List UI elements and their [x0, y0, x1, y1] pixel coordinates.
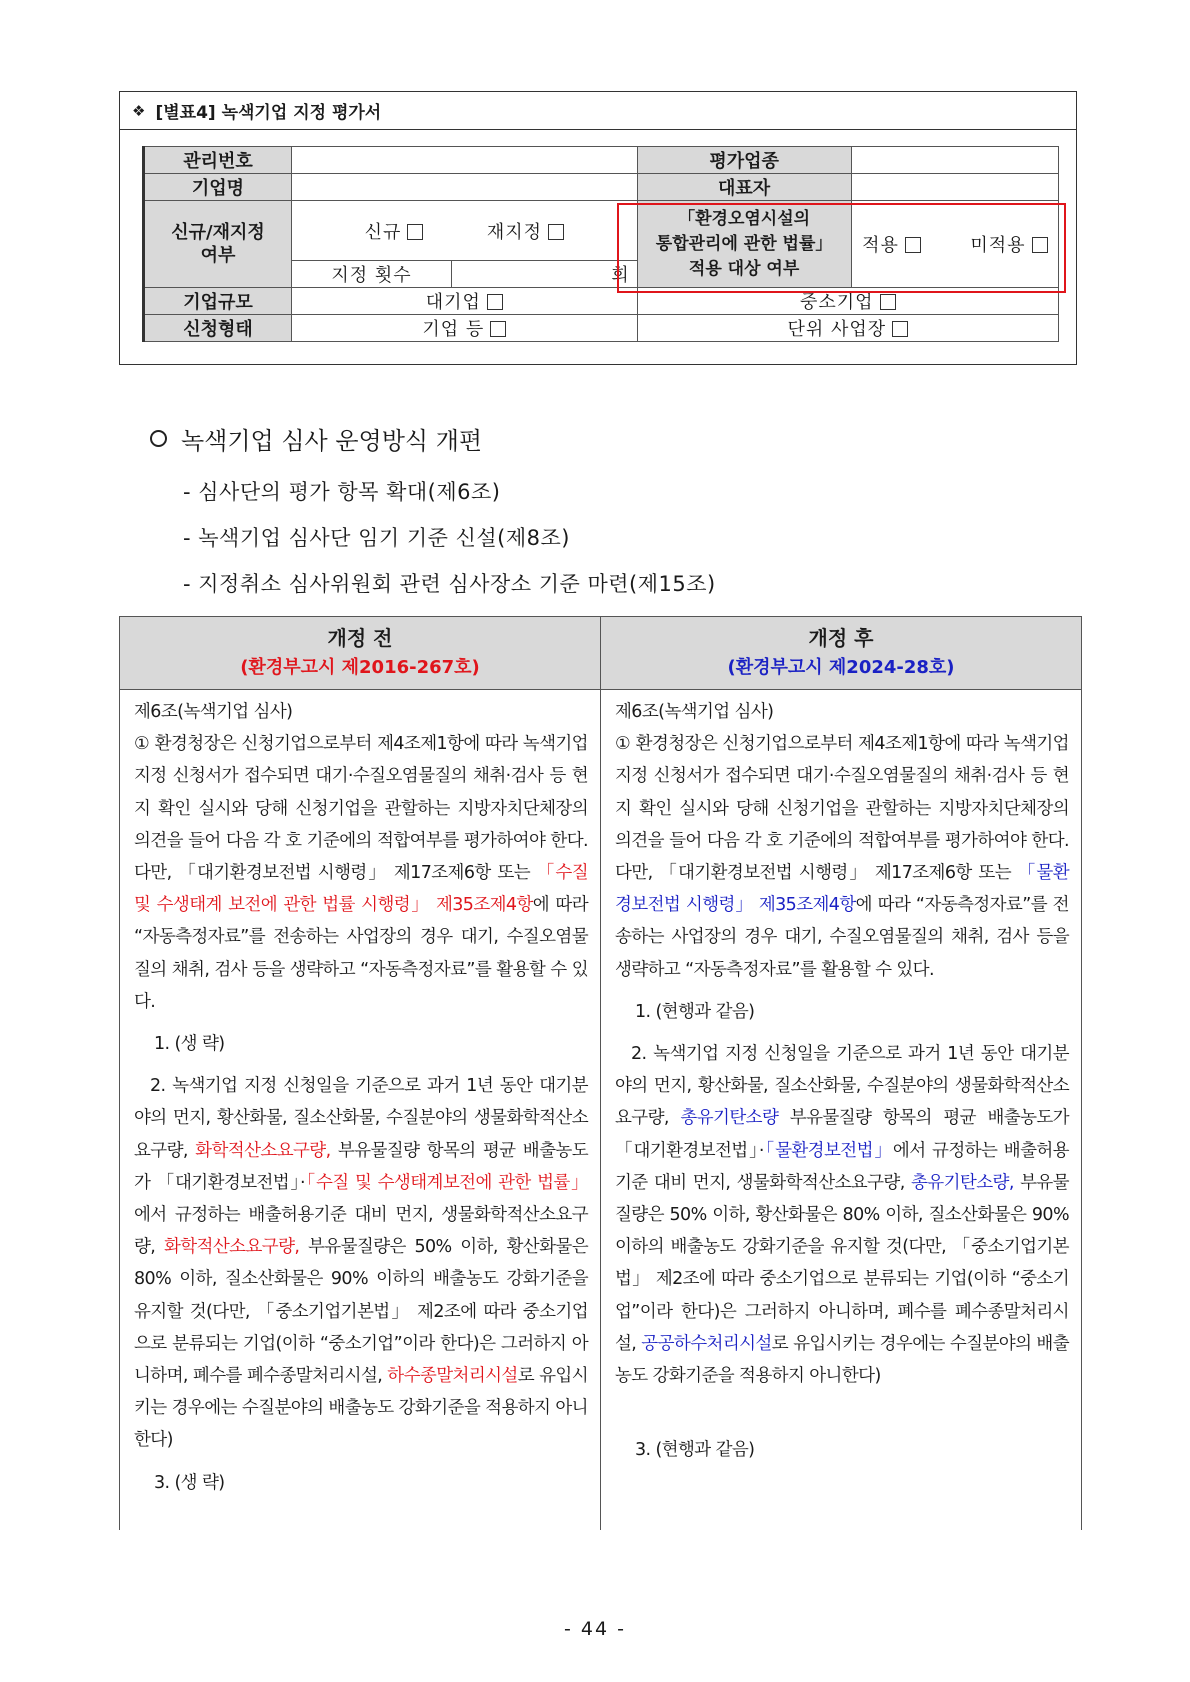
before-notice-no: (환경부고시 제2016-267호) — [240, 657, 480, 678]
count-unit: 회 — [452, 261, 638, 288]
unit-site-checkbox[interactable] — [892, 321, 908, 337]
company-etc-checkbox[interactable] — [490, 321, 506, 337]
after-notice-no: (환경부고시 제2024-28호) — [727, 657, 955, 678]
before-item-2: 2. 녹색기업 지정 신청일을 기준으로 과거 1년 동안 대기분야의 먼지, 황산화물, 질소산화물, 수질분야의 생물화학적산소요구량, 화학적산소요구량, 부유물질량 항목의 평균 배출농도가 「대기환경보전법」·「수질 및 수생태계보전에 관한 법률」에서 규정하는 배출허용기준 대비 먼지, 생물화학적산소요구량, 화학적산소요구량, 부유물질량은 50% 이하, 황산화물은 80% 이하, 질소산화물은 90% 이하의 배출농도 강화기준을 유지할 것(다만, 「중소기업기본법」 제2조에 따라 중소기업으로 분류되는 기업(이하 “중소기업”이라 한다)은 그러하지 아니하며, 폐수를 폐수종말처리시설, 하수종말처리시설로 유입시키는 경우에는 수질분야의 배출농도 강화기준을 적용하지 아니한다) — [134, 1076, 589, 1451]
sme-label: 중소기업 — [800, 292, 874, 313]
after-column — [601, 690, 1082, 1531]
after-item-3: 3. (현행과 같음) — [635, 1440, 755, 1461]
company-label: 기업명 — [144, 174, 292, 201]
after-head-text: 개정 후 — [808, 626, 874, 650]
form-type-label: 신청형태 — [144, 315, 292, 342]
circle-bullet-icon — [150, 430, 167, 447]
law-applicability-label: 「환경오염시설의 통합관리에 관한 법률」 적용 대상 여부 — [637, 201, 851, 288]
company-value — [292, 174, 638, 201]
company-etc-option — [292, 315, 638, 342]
new-option-label: 신규 — [364, 221, 402, 243]
before-header — [120, 617, 601, 690]
section-heading — [150, 421, 482, 456]
after-article-title: 제6조(녹색기업 심사) — [615, 702, 774, 722]
after-para-1: ① 환경청장은 신청기업으로부터 제4조제1항에 따라 녹색기업 지정 신청서가 접수되면 대기·수질오염물질의 채취·검사 등 현지 확인 실시와 당해 신청기업을 관할하는 지방자치단체장의 의견을 들어 다음 각 호 기준에의 적합여부를 평가하여야 한다. 다만, 「대기환경보전법 시행령」 제17조제6항 또는 「물환경보전법 시행령」 제35조제4항에 따라 “자동측정자료”를 전송하는 사업장의 경우 대기, 수질오염물질의 채취, 검사 등을 생략하고 “자동측정자료”를 활용할 수 있다. — [615, 734, 1070, 980]
not-apply-option-label: 미적용 — [970, 235, 1026, 256]
scale-label: 기업규모 — [144, 288, 292, 315]
before-item-1: 1. (생 략) — [154, 1034, 225, 1055]
diamond-bullet-icon: ❖ — [132, 101, 146, 120]
unit-site-option — [637, 315, 1058, 342]
after-header — [601, 617, 1082, 690]
annex-title: [별표4] 녹색기업 지정 평가서 — [155, 103, 382, 123]
sme-checkbox[interactable] — [880, 294, 896, 310]
mgmt-no-value — [292, 147, 638, 174]
eval-sector-label: 평가업종 — [637, 147, 851, 174]
page-number: - 44 - — [564, 1618, 626, 1640]
before-item-3: 3. (생 략) — [154, 1472, 225, 1493]
ceo-label: 대표자 — [637, 174, 851, 201]
re-option-label: 재지정 — [486, 221, 542, 243]
mgmt-no-label: 관리번호 — [144, 147, 292, 174]
eval-sector-value — [851, 147, 1058, 174]
comparison-table — [119, 616, 1082, 1530]
before-column — [120, 690, 601, 1531]
new-checkbox[interactable] — [407, 224, 423, 240]
before-para-1: ① 환경청장은 신청기업으로부터 제4조제1항에 따라 녹색기업 지정 신청서가 접수되면 대기·수질오염물질의 채취·검사 등 현지 확인 실시와 당해 신청기업을 관할하는 지방자치단체장의 의견을 들어 다음 각 호 기준에의 적합여부를 평가하여야 한다. 다만, 「대기환경보전법 시행령」 제17조제6항 또는 「수질 및 수생태계 보전에 관한 법률 시행령」 제35조제4항에 따라 “자동측정자료”를 전송하는 사업장의 경우 대기, 수질오염물질의 채취, 검사 등을 생략하고 “자동측정자료”를 활용할 수 있다. — [134, 734, 589, 1012]
large-company-option — [292, 288, 638, 315]
unit-site-label: 단위 사업장 — [787, 319, 887, 340]
new-re-options — [292, 201, 638, 261]
after-item-2: 2. 녹색기업 지정 신청일을 기준으로 과거 1년 동안 대기분야의 먼지, 황산화물, 질소산화물, 수질분야의 생물화학적산소요구량, 총유기탄소량 부유물질량 항목의 평균 배출농도가 「대기환경보전법」·「물환경보전법」에서 규정하는 배출허용기준 대비 먼지, 생물화학적산소요구량, 총유기탄소량, 부유물질량은 50% 이하, 황산화물은 80% 이하, 질소산화물은 90% 이하의 배출농도 강화기준을 유지할 것(다만, 「중소기업기본법」 제2조에 따라 중소기업으로 분류되는 기업(이하 “중소기업”이라 한다)은 그러하지 아니하며, 폐수를 폐수종말처리시설, 공공하수처리시설로 유입시키는 경우에는 수질분야의 배출농도 강화기준을 적용하지 아니한다) — [615, 1044, 1069, 1387]
annex-title-bar — [120, 92, 1076, 130]
large-company-label: 대기업 — [425, 292, 481, 313]
ceo-value — [851, 174, 1058, 201]
section-item-3: - 지정취소 심사위원회 관련 심사장소 기준 마련(제15조) — [183, 572, 716, 596]
before-article-title: 제6조(녹색기업 심사) — [134, 702, 293, 722]
before-head-text: 개정 전 — [327, 626, 393, 650]
new-re-label: 신규/재지정 여부 — [144, 201, 292, 288]
apply-option-label: 적용 — [862, 235, 899, 256]
section-item-2: - 녹색기업 심사단 임기 기준 신설(제8조) — [183, 526, 570, 550]
count-label: 지정 횟수 — [292, 261, 452, 288]
section-item-1: - 심사단의 평가 항목 확대(제6조) — [183, 480, 501, 504]
re-checkbox[interactable] — [548, 224, 564, 240]
large-company-checkbox[interactable] — [487, 294, 503, 310]
after-item-1: 1. (현행과 같음) — [635, 1001, 755, 1022]
section-title: 녹색기업 심사 운영방식 개편 — [181, 427, 483, 455]
highlight-box — [617, 203, 1066, 293]
company-etc-label: 기업 등 — [422, 319, 485, 340]
